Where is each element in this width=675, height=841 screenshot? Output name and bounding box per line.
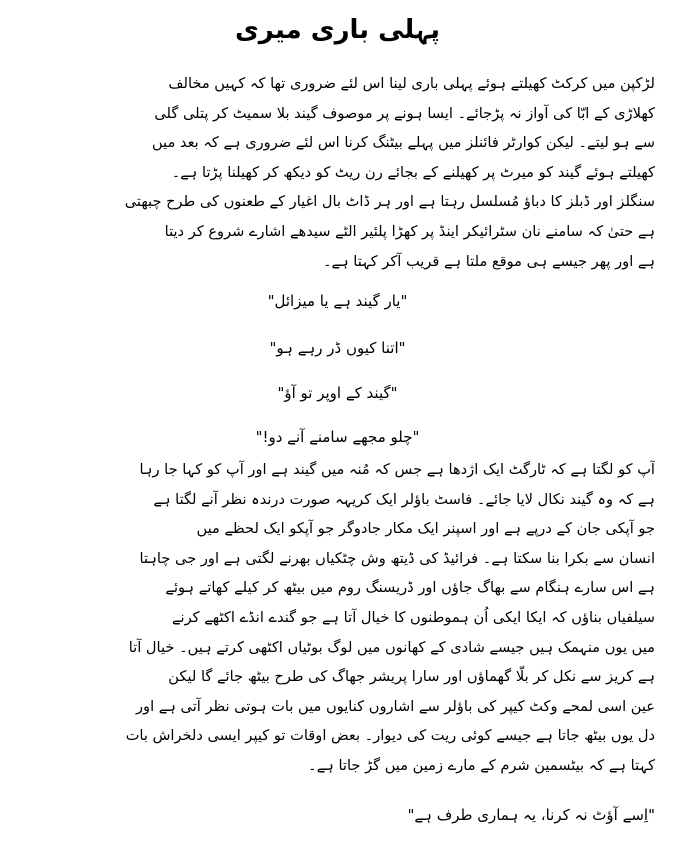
paragraph-line: جو آپکی جان کے درپے ہے اور اسپنر ایک مکار جادوگر جو آپکو ایک لحظے میں <box>196 520 655 538</box>
paragraph-line: میں یوں منہمک ہیں جیسے شادی کے کھانوں میں لوگ بوٹیاں اکٹھی کرتے ہیں۔ خیال آتا <box>128 638 655 656</box>
paragraph-2 <box>18 455 655 781</box>
paragraph-line: سے ہو لیتے۔ لیکن کوارٹر فائنلز میں پہلے بیٹنگ کرنا اس لئے ضروری ہے کہ بعد میں <box>151 134 655 152</box>
paragraph-line: سنگلز اور ڈبلز کا دباؤ مُسلسل رہتا ہے اور ہر ڈاٹ بال اغیار کے طعنوں کی طرح چبھتی <box>124 193 655 211</box>
dialogue-quote: "چلو مجھے سامنے آنے دو!" <box>255 428 420 446</box>
paragraph-line: ہے اس سارے ہنگام سے بھاگ جاؤں اور ڈریسنگ روم میں بیٹھ کر کیلے کھاتے ہوئے <box>165 579 655 597</box>
paragraph-line: سیلفیاں بناؤں کہ ایکا ایکی اُن ہموطنوں کا خیال آتا ہے جو گندے انڈے اکٹھے کرنے <box>172 608 655 626</box>
page-title: پہلی باری میری <box>234 15 441 45</box>
paragraph-line: کھلاڑی کے ابّا کی آواز نہ پڑجائے۔ ایسا ہونے پر موصوف گیند بلا سمیٹ کر پتلی گلی <box>154 104 655 122</box>
paragraph-line: لڑکپن میں کرکٹ کھیلتے ہوئے پہلی باری لینا اس لئے ضروری تھا کہ کہیں مخالف <box>168 75 655 92</box>
paragraph-line: کہتا ہے کہ بیٹسمین شرم کے مارے زمین میں گڑ جاتا ہے۔ <box>308 756 655 774</box>
paragraph-line: دل یوں بیٹھ جاتا ہے جیسے کوئی ریت کی دیوار۔ بعض اوقات تو کیپر ایسی دلخراش بات <box>125 727 655 745</box>
dialogue-quote: "یار گیند ہے یا میزائل" <box>267 292 408 310</box>
paragraph-line: کھیلتے ہوئے گیند کو میرٹ پر کھیلنے کے بجائے رن ریٹ کو دیکھ کر کھیلنا پڑتا ہے۔ <box>171 163 655 181</box>
dialogue-quote: "گیند کے اوپر تو آؤ" <box>277 384 398 402</box>
paragraph-line: آپ کو لگتا ہے کہ ٹارگٹ ایک اژدھا ہے جس کہ مُنہ میں گیند ہے اور آپ کو کہا جا رہا <box>139 461 655 478</box>
paragraph-line: انسان سے بکرا بنا سکتا ہے۔ فرائیڈ کی ڈیتھ وش چٹکیاں بھرنے لگتی ہے اور جی چاہتا <box>139 549 655 567</box>
dialogue-quote: "اتنا کیوں ڈر رہے ہو" <box>269 339 406 357</box>
closing-quote: "اِسے آؤٹ نہ کرنا، یہ ہماری طرف ہے" <box>407 806 655 824</box>
paragraph-line: ہے کریز سے نکل کر بلّا گھماؤں اور سارا پریشر جھاگ کی طرح بیٹھ جائے گا لیکن <box>168 668 655 686</box>
paragraph-line: عین اسی لمحے وکٹ کیپر کی باؤلر سے اشاروں کنایوں میں بات ہوتی نظر آتی ہے اور <box>136 697 655 715</box>
paragraph-line: ہے اور پھر جیسے ہی موقع ملتا ہے قریب آکر کہتا ہے۔ <box>322 252 655 270</box>
paragraph-1 <box>18 69 655 276</box>
paragraph-line: ہے حتیٰ کہ سامنے نان سٹرائیکر اینڈ پر کھڑا پلئیر الٹے سیدھے اشارے شروع کر دیتا <box>164 222 655 240</box>
paragraph-line: ہے کہ وہ گیند نکال لایا جائے۔ فاسٹ باؤلر ایک کریہہ صورت درندہ نظر آنے لگتا ہے <box>153 490 655 508</box>
